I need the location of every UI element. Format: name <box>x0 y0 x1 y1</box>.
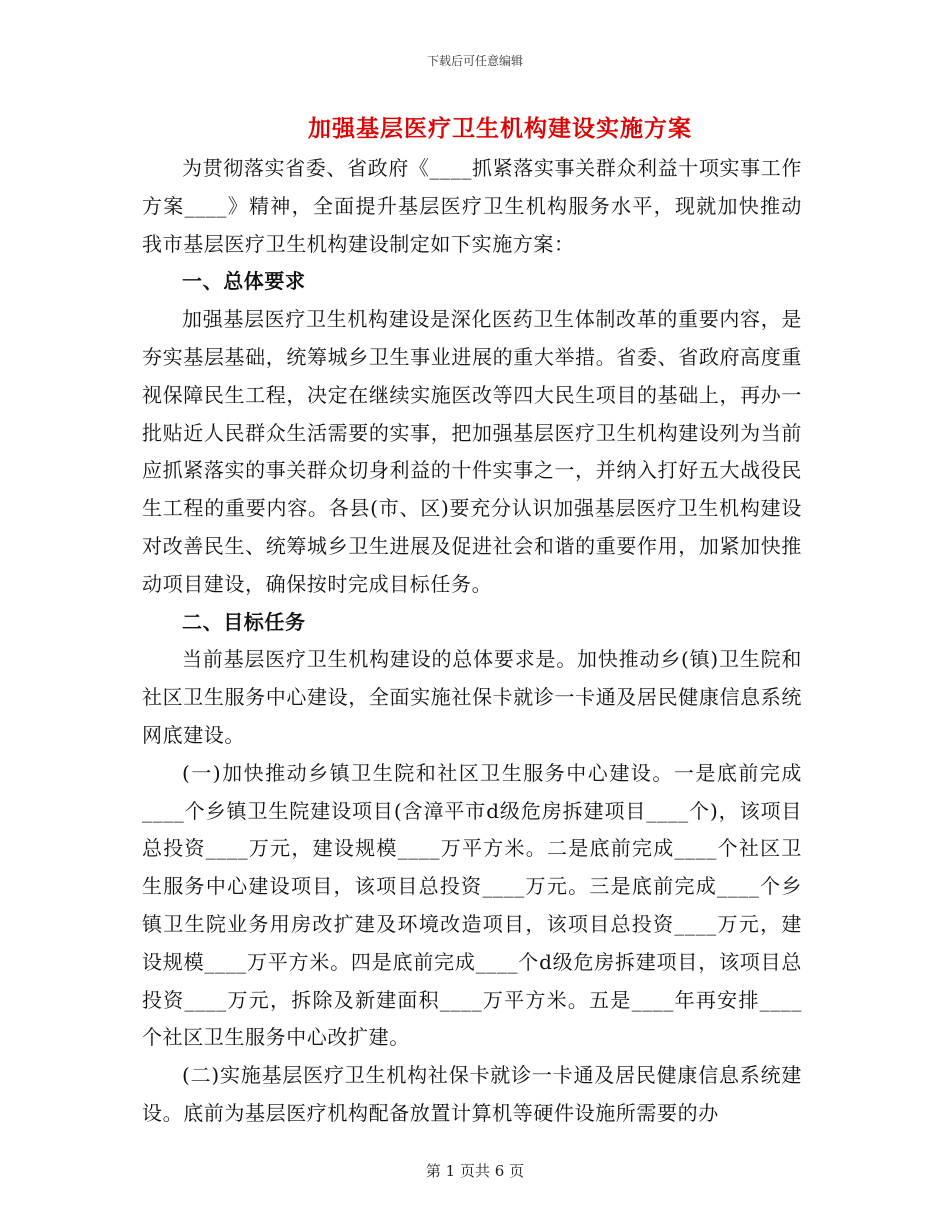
document-body <box>142 150 802 1133</box>
task-item-2-paragraph: (二)实施基层医疗卫生机构社保卡就诊一卡通及居民健康信息系统建设。底前为基层医疗机构配备放置计算机等硬件设施所需要的办 <box>142 1063 802 1125</box>
intro-paragraph: 为贯彻落实省委、省政府《____抓紧落实事关群众利益十项实事工作方案____》精神，全面提升基层医疗卫生机构服务水平，现就加快推动我市基层医疗卫生机构建设制定如下实施方案： <box>142 156 802 256</box>
page-number: 第 1 页共 6 页 <box>425 1162 525 1180</box>
section-paragraph-target-tasks: 当前基层医疗卫生机构建设的总体要求是。加快推动乡(镇)卫生院和社区卫生服务中心建设，全面实施社保卡就诊一卡通及居民健康信息系统网底建设。 <box>142 647 802 747</box>
section-paragraph-general-requirements: 加强基层医疗卫生机构建设是深化医药卫生体制改革的重要内容，是夯实基层基础，统筹城乡卫生事业进展的重大举措。省委、省政府高度重视保障民生工程，决定在继续实施医改等四大民生项目的基础上，再办一批贴近人民群众生活需要的实事，把加强基层医疗卫生机构建设列为当前应抓紧落实的事关群众切身利益的十件实事之一，并纳入打好五大战役民生工程的重要内容。各县(市、区)要充分认识加强基层医疗卫生机构建设对改善民生、统筹城乡卫生进展及促进社会和谐的重要作用，加紧加快推动项目建设，确保按时完成目标任务。 <box>142 307 802 596</box>
task-item-1-paragraph: (一)加快推动乡镇卫生院和社区卫生服务中心建设。一是底前完成____个乡镇卫生院建设项目(含漳平市d级危房拆建项目____个)，该项目总投资____万元，建设规模____万平方米。二是底前完成____个社区卫生服务中心建设项目，该项目总投资____万元。三是底前完成____个乡镇卫生院业务用房改扩建及环境改造项目，该项目总投资____万元，建设规模____万平方米。四是底前完成____个d级危房拆建项目，该项目总投资____万元，拆除及新建面积____万平方米。五是____年再安排____个社区卫生服务中心改扩建。 <box>142 760 802 1050</box>
header-note: 下载后可任意编辑 <box>426 54 523 68</box>
section-heading-target-tasks: 二、目标任务 <box>182 609 306 634</box>
document-title: 加强基层医疗卫生机构建设实施方案 <box>308 115 692 142</box>
section-heading-general-requirements: 一、总体要求 <box>182 269 306 294</box>
